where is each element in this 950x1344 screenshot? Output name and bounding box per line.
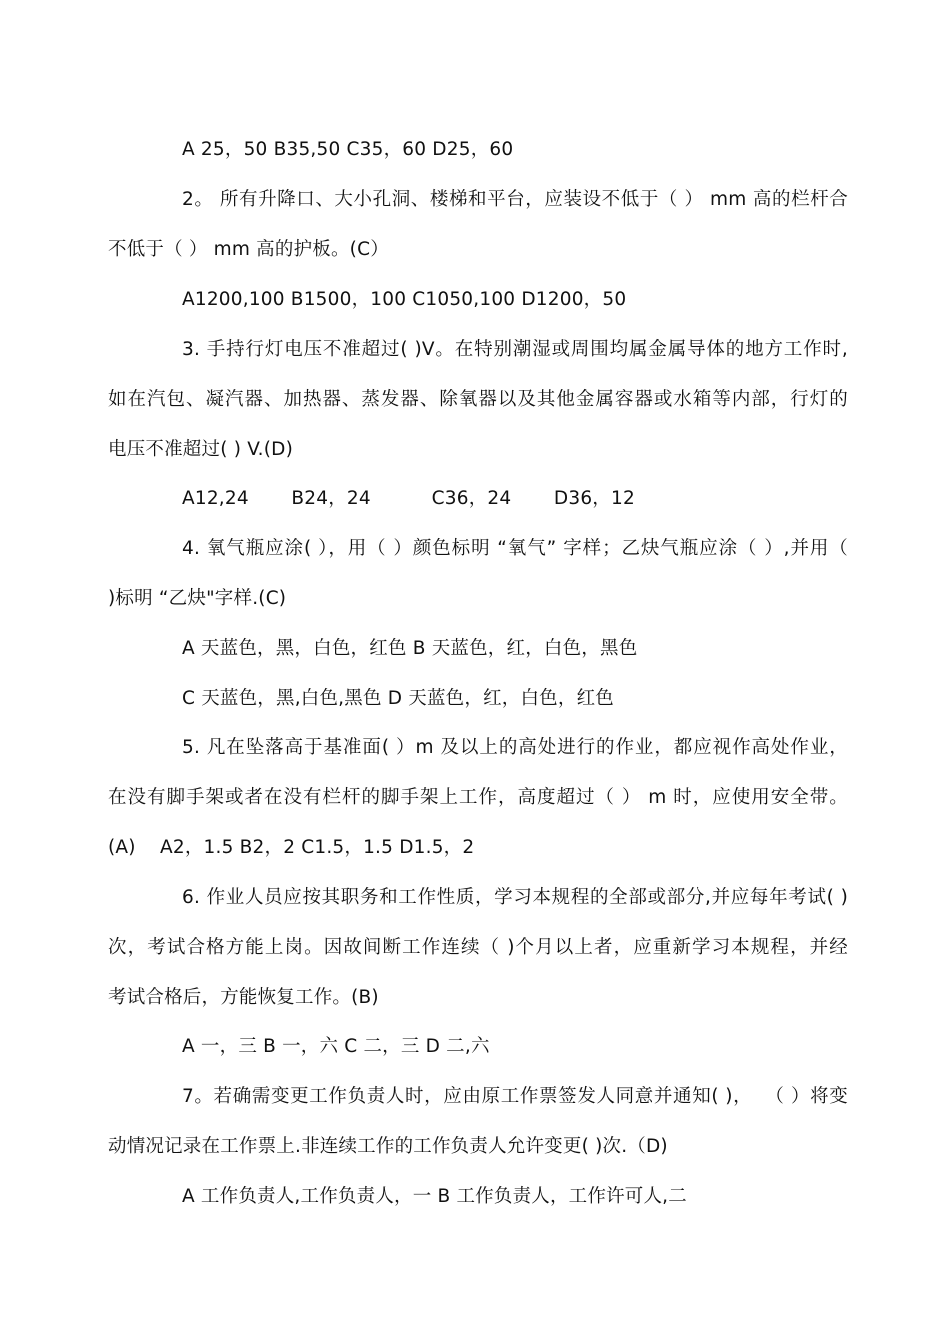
question-5-line-3-with-options: (A) A2，1.5 B2，2 C1.5，1.5 D1.5，2 [108,837,475,858]
question-6-line-1: 6. 作业人员应按其职务和工作性质，学习本规程的全部或部分,并应每年考试( ) [182,887,848,908]
question-7-line-2: 动情况记录在工作票上.非连续工作的工作负责人允许变更( )次.（D) [108,1136,668,1157]
question-2-line-2: 不低于（ ） mm 高的护板。(C） [108,239,389,260]
answer-options-q7: A 工作负责人,工作负责人，一 B 工作负责人，工作许可人,二 [182,1186,687,1207]
question-3-line-1: 3. 手持行灯电压不准超过( )V。在特别潮湿或周围均属金属导体的地方工作时, [182,339,848,360]
question-7-line-1: 7。若确需变更工作负责人时，应由原工作票签发人同意并通知( )， （ ）将变 [182,1086,848,1107]
question-3-line-3: 电压不准超过( ) V.(D) [108,439,294,460]
question-6-line-2: 次，考试合格方能上岗。因故间断工作连续（ )个月以上者，应重新学习本规程，并经 [108,937,848,958]
question-4-line-2: )标明 “乙炔"字样.(C) [108,588,287,609]
answer-options-q4-line-1: A 天蓝色，黑，白色，红色 B 天蓝色，红，白色，黑色 [182,638,638,659]
question-5-line-2: 在没有脚手架或者在没有栏杆的脚手架上工作，高度超过（ ） m 时，应使用安全带。 [108,787,848,808]
answer-options-q3: A12,24 B24，24 C36，24 D36，12 [182,488,635,509]
answer-options-q6: A 一，三 B 一，六 C 二，三 D 二,六 [182,1036,490,1057]
question-4-line-1: 4. 氧气瓶应涂( ），用（ ）颜色标明 “氧气” 字样；乙炔气瓶应涂（ ）,并用（ [182,538,848,559]
question-6-line-3: 考试合格后，方能恢复工作。(B) [108,987,379,1008]
answer-options-q4-line-2: C 天蓝色，黑,白色,黑色 D 天蓝色，红，白色，红色 [182,688,614,709]
question-5-line-1: 5. 凡在坠落高于基准面( ）m 及以上的高处进行的作业，都应视作高处作业， [182,737,848,758]
answer-options-q1: A 25，50 B35,50 C35，60 D25，60 [182,139,514,160]
answer-options-q2: A1200,100 B1500，100 C1050,100 D1200，50 [182,289,627,310]
question-3-line-2: 如在汽包、凝汽器、加热器、蒸发器、除氧器以及其他金属容器或水箱等内部，行灯的 [108,389,848,410]
question-2-line-1: 2。 所有升降口、大小孔洞、楼梯和平台，应装设不低于（ ） mm 高的栏杆合 [182,189,848,210]
